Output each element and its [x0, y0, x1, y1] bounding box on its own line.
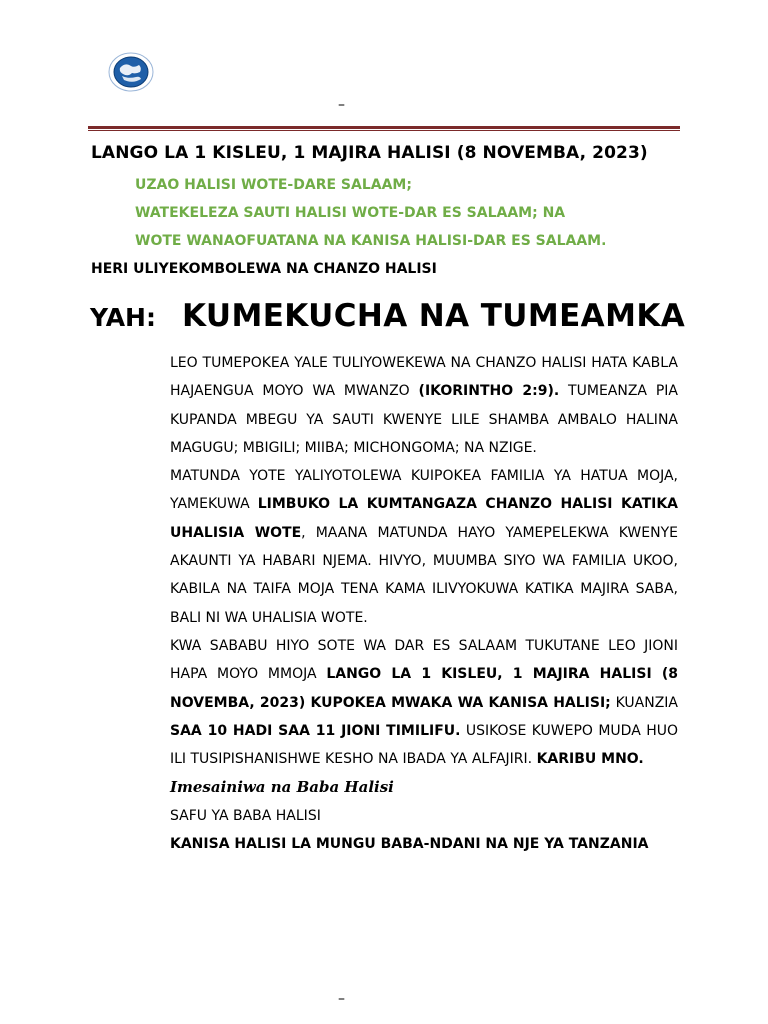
header-rule-thin — [88, 130, 680, 131]
subject-title: KUMEKUCHA NA TUMEAMKA — [182, 298, 686, 334]
bold-welcome: KARIBU MNO. — [536, 751, 644, 768]
paragraph-1 — [170, 349, 678, 462]
globe-seal-logo — [108, 52, 154, 92]
church-name-text: KANISA HALISI LA MUNGU BABA-NDANI NA NJE YA TANZANIA — [170, 836, 649, 853]
bold-text: LIMBUKO LA KUMTANGAZA CHANZO HALISI KATIKA UHALISIA WOTE — [170, 496, 679, 541]
subject-label: YAH: — [90, 303, 156, 332]
bold-time: SAA 10 HADI SAA 11 JIONI TIMILIFU. — [170, 722, 461, 739]
church-name — [170, 830, 678, 858]
text: MATUNDA YOTE YALIYOTOLEWA KUIPOKEA FAMILIA YA HATUA MOJA, YAMEKUWA — [170, 468, 678, 513]
header-rule-thick — [88, 126, 680, 129]
scripture-reference: (IKORINTHO 2:9). — [418, 383, 560, 400]
recipient-line-3: WOTE WANAOFUATANA NA KANISA HALISI-DAR ES SALAAM. — [135, 233, 607, 249]
date-heading: LANGO LA 1 KISLEU, 1 MAJIRA HALISI (8 NOVEMBA, 2023) — [91, 143, 648, 163]
greeting: HERI ULIYEKOMBOLEWA NA CHANZO HALISI — [91, 261, 437, 277]
letter-body — [170, 349, 678, 858]
text: LEO TUMEPOKEA YALE TULIYOWEKEWA NA CHANZO HALISI HATA KABLA HAJAENGUA MOYO WA MWANZO — [170, 355, 678, 400]
office-line: SAFU YA BABA HALISI — [170, 807, 321, 824]
subject-line — [90, 298, 685, 334]
recipient-line-1: UZAO HALISI WOTE-DARE SALAAM; — [135, 177, 412, 193]
text: , MAANA MATUNDA HAYO YAMEPELEKWA KWENYE AKAUNTI YA HABARI NJEMA. HIVYO, MUUMBA SIYO WA FAMILIA UKOO, KABILA NA TAIFA MOJA TENA KAMA ILIVYOKUWA KATIKA MAJIRA SABA, BALI NI WA UHALISIA WOTE. — [170, 524, 678, 626]
paragraph-3 — [170, 632, 678, 773]
header-dash: – — [338, 97, 345, 113]
text: TUMEANZA PIA KUPANDA MBEGU YA SAUTI KWENYE LILE SHAMBA AMBALO HALINA MAGUGU; MBIGILI; MIIBA; MICHONGOMA; NA NZIGE. — [170, 383, 678, 456]
bold-text: LANGO LA 1 KISLEU, 1 MAJIRA HALISI (8 NOVEMBA, 2023) KUPOKEA MWAKA WA KANISA HALISI; — [170, 666, 678, 711]
text: USIKOSE KUWEPO MUDA HUO ILI TUSIPISHANISHWE KESHO NA IBADA YA ALFAJIRI. — [170, 722, 678, 768]
signature-line: Imesainiwa na Baba Halisi — [170, 778, 394, 797]
text: KWA SABABU HIYO SOTE WA DAR ES SALAAM TUKUTANE LEO JIONI HAPA MOYO MMOJA — [170, 637, 678, 683]
text: KUANZIA — [610, 694, 679, 711]
paragraph-2 — [170, 462, 678, 632]
recipient-line-2: WATEKELEZA SAUTI HALISI WOTE-DAR ES SALAAM; NA — [135, 205, 566, 221]
footer-dash: – — [338, 991, 345, 1007]
